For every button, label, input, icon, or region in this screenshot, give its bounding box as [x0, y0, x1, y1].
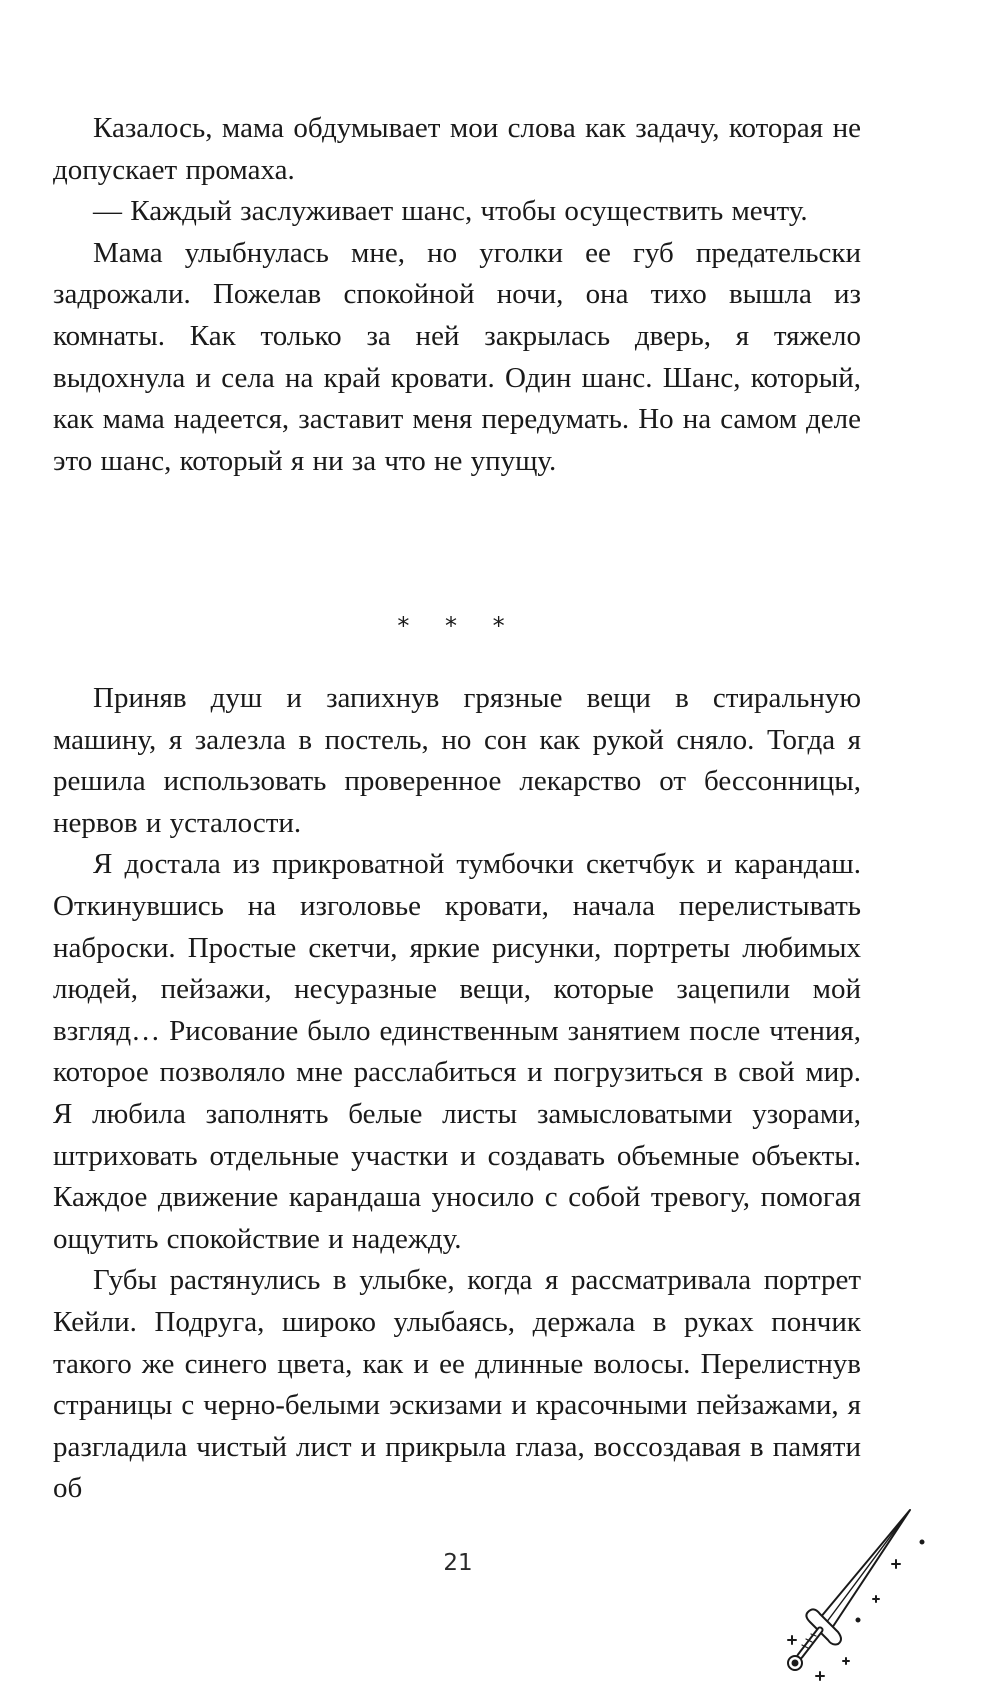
- paragraph: Казалось, мама обдумывает мои слова как задачу, которая не допускает промаха.: [53, 112, 861, 186]
- paragraph: Губы растянулись в улыбке, когда я рассматривала портрет Кейли. Подруга, широко улыбаясь, держала в руках пончик такого же синего цвета, как и ее длинные волосы. Перелистнув страницы с черно-белыми эскизами и красочными пейзажами, я разгладила чистый лист и прикрыла глаза, воссоздавая в памяти об: [53, 1264, 861, 1505]
- paragraph: — Каждый заслуживает шанс, чтобы осуществить мечту.: [93, 195, 808, 228]
- paragraph: Я достала из прикроватной тумбочки скетчбук и карандаш. Откинувшись на изголовье кровати, начала перелистывать наброски. Простые скетчи, яркие рисунки, портреты любимых людей, пейзажи, несуразные вещи, которые зацепили мой взгляд… Рисование было единственным занятием после чтения, которое позволяло мне расслабиться и погрузиться в свой мир. Я любила заполнять белые листы замысловатыми узорами, штриховать отдельные участки и создавать объемные объекты. Каждое движение карандаша уносило с собой тревогу, помогая ощутить спокойствие и надежду.: [53, 848, 861, 1255]
- paragraph: Приняв душ и запихнув грязные вещи в стиральную машину, я залезла в постель, но сон как рукой сняло. Тогда я решила использовать проверенное лекарство от бессонницы, нервов и усталости.: [53, 682, 861, 839]
- section-separator: * * *: [397, 612, 519, 640]
- text-section-2: [53, 678, 861, 1510]
- paragraph: Мама улыбнулась мне, но уголки ее губ предательски задрожали. Пожелав спокойной ночи, она тихо вышла из комнаты. Как только за ней закрылась дверь, я тяжело выдохнула и села на край кровати. Один шанс. Шанс, который, как мама надеется, заставит меня передумать. Но на самом деле это шанс, который я ни за что не упущу.: [53, 236, 861, 477]
- text-section-1: [53, 108, 861, 482]
- page-number: 21: [443, 1550, 473, 1576]
- dagger-icon: [780, 1508, 970, 1688]
